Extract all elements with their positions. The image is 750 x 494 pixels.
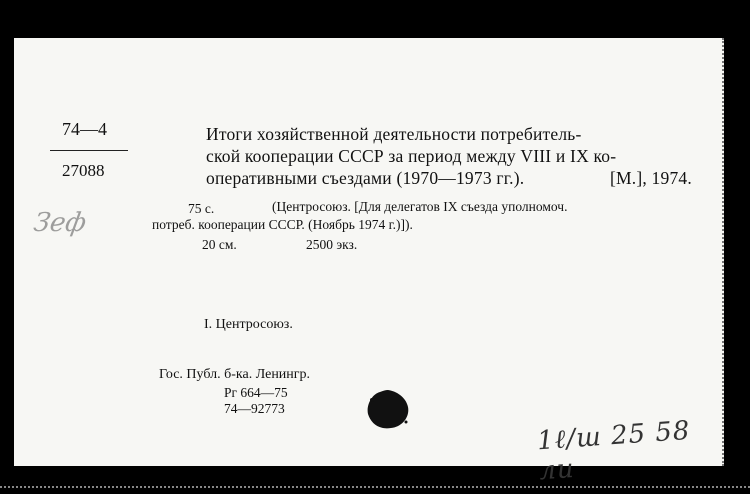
title-line-3: оперативными съездами (1970—1973 гг.). [206,168,525,188]
handwritten-mark: Зеф [31,208,89,238]
ink-blot [366,388,410,430]
accession-number: 74—92773 [224,401,285,416]
title-line-3-place-year: [М.], 1974. [610,168,692,188]
title-line-2: ской кооперации СССР за период между VIII и IX ко- [206,146,617,166]
shelfmark-top: 74—4 [62,119,107,139]
imprint-continued: потреб. кооперации СССР. (Ноябрь 1974 г.)]). [152,217,413,232]
shelfmark-bottom: 27088 [62,161,105,180]
card-edge [0,486,750,488]
imprint-publisher: (Центросоюз. [Для делегатов IX съезда уполномоч. [272,199,568,214]
registration-number: Рг 664—75 [224,385,288,400]
dimensions: 20 см. [202,237,237,252]
shelfmark-divider [50,150,128,151]
print-run: 2500 экз. [306,237,358,252]
subject-entry: I. Центросоюз. [204,317,293,332]
catalog-card [14,38,724,487]
handwritten-note: 1ℓ/ш 25 58 ли [536,415,692,487]
library-location: Гос. Публ. б-ка. Ленингр. [159,367,311,382]
title-line-1: Итоги хозяйственной деятельности потребитель- [206,124,582,144]
imprint-price: 75 с. [188,201,215,216]
